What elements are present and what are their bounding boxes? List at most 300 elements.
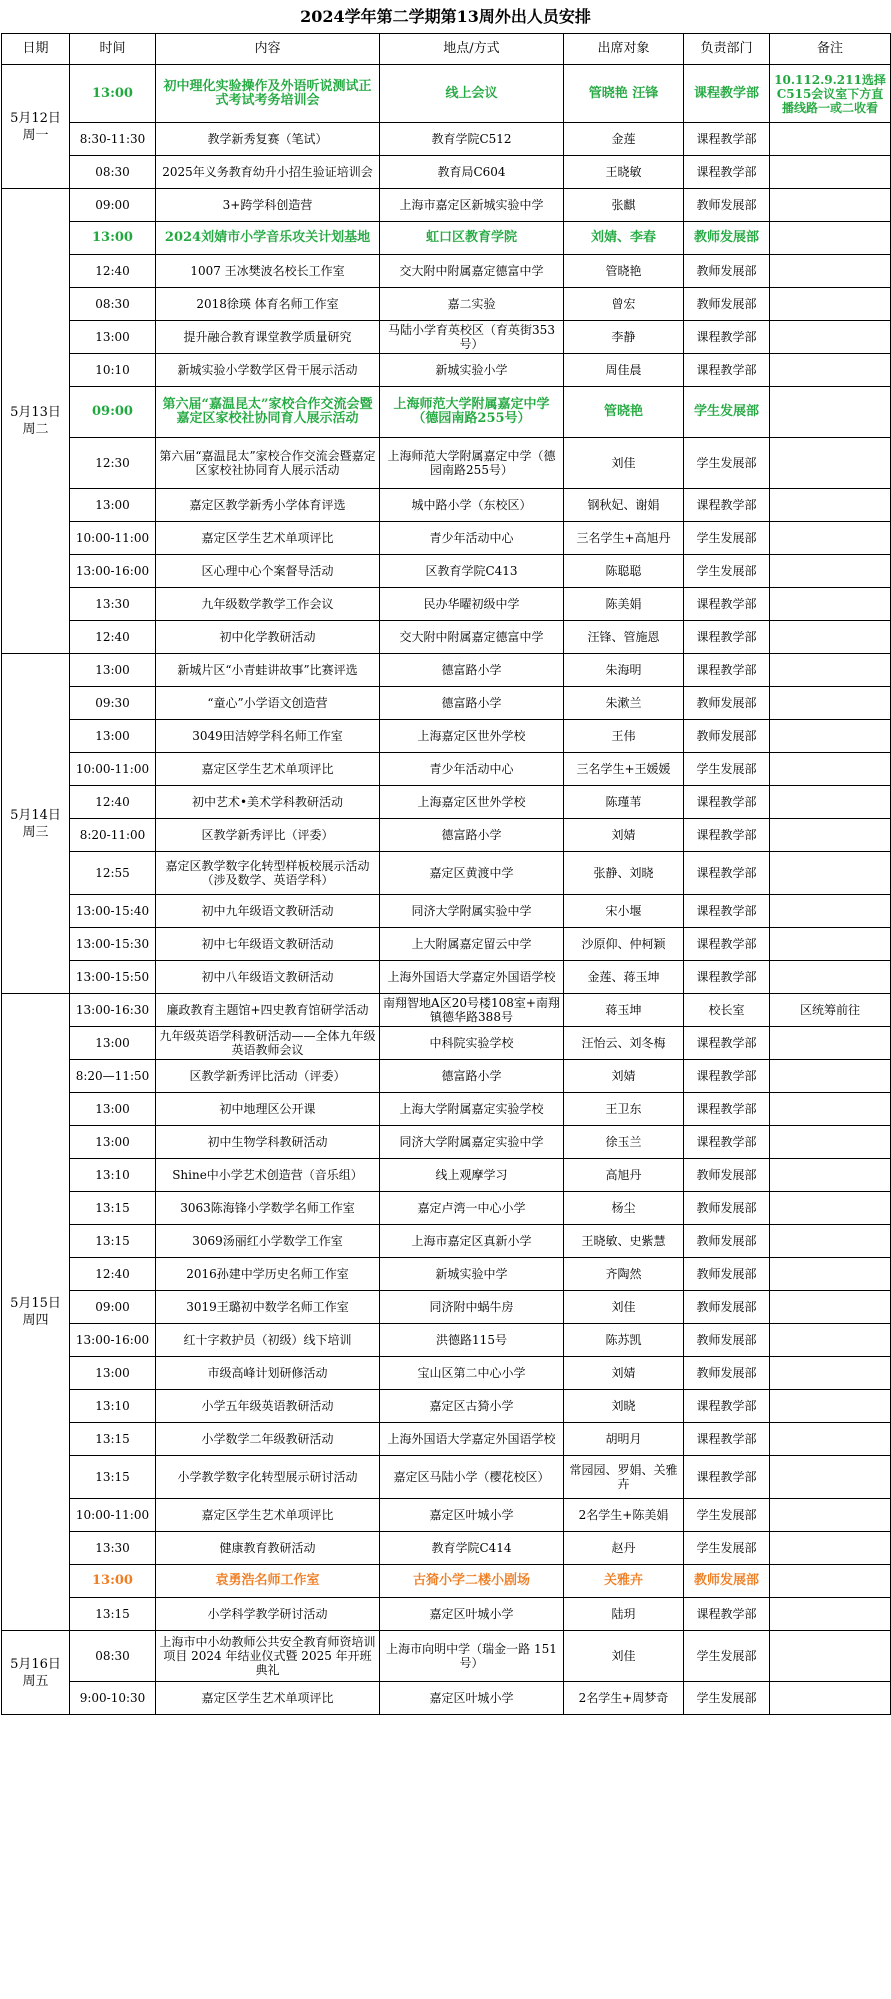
place-cell: 嘉定区叶城小学 [380,1682,564,1715]
place-cell: 中科院实验学校 [380,1027,564,1060]
table-row [2,1093,891,1126]
attendees-cell: 刘佳 [564,438,684,489]
note-cell [770,654,891,687]
time-cell: 12:40 [70,255,156,288]
attendees-cell: 曾宏 [564,288,684,321]
content-cell: 小学数学二年级教研活动 [156,1423,380,1456]
date-cell [2,1631,70,1715]
content-cell: 新城片区“小青蛙讲故事”比赛评选 [156,654,380,687]
note-cell [770,1423,891,1456]
note-cell [770,1027,891,1060]
table-row [2,1324,891,1357]
time-cell: 13:15 [70,1225,156,1258]
table-row [2,156,891,189]
table-row [2,123,891,156]
note-cell [770,1565,891,1598]
content-cell: 第六届“嘉温昆太”家校合作交流会暨嘉定区家校社协同育人展示活动 [156,387,380,438]
time-cell: 8:30-11:30 [70,123,156,156]
time-cell: 13:00-15:30 [70,928,156,961]
content-cell: 初中七年级语文教研活动 [156,928,380,961]
note-cell [770,288,891,321]
table-row [2,1499,891,1532]
dept-cell: 教师发展部 [684,1324,770,1357]
place-cell: 上海市嘉定区真新小学 [380,1225,564,1258]
content-cell: 初中九年级语文教研活动 [156,895,380,928]
table-row [2,1192,891,1225]
dept-cell: 课程教学部 [684,819,770,852]
attendees-cell: 陈苏凯 [564,1324,684,1357]
note-cell [770,687,891,720]
place-cell: 交大附中附属嘉定德富中学 [380,255,564,288]
note-cell [770,555,891,588]
dept-cell: 课程教学部 [684,1027,770,1060]
place-cell: 德富路小学 [380,654,564,687]
time-cell: 13:10 [70,1390,156,1423]
content-cell: 2016孙建中学历史名师工作室 [156,1258,380,1291]
dept-cell: 教师发展部 [684,1565,770,1598]
dept-cell: 课程教学部 [684,1390,770,1423]
place-cell: 民办华曜初级中学 [380,588,564,621]
dept-cell: 教师发展部 [684,1357,770,1390]
place-cell: 德富路小学 [380,819,564,852]
header-place: 地点/方式 [380,34,564,65]
place-cell: 青少年活动中心 [380,753,564,786]
attendees-cell: 刘佳 [564,1291,684,1324]
time-cell: 8:20-11:00 [70,819,156,852]
table-row [2,961,891,994]
content-cell: 2025年义务教育幼升小招生验证培训会 [156,156,380,189]
note-cell [770,1682,891,1715]
content-cell: 2024刘婧市小学音乐攻关计划基地 [156,222,380,255]
place-cell: 古猗小学二楼小剧场 [380,1565,564,1598]
note-cell [770,321,891,354]
table-row [2,438,891,489]
dept-cell: 学生发展部 [684,1631,770,1682]
attendees-cell: 徐玉兰 [564,1126,684,1159]
place-cell: 上海师范大学附属嘉定中学（德园南路255号） [380,387,564,438]
time-cell: 13:30 [70,1532,156,1565]
attendees-cell: 三名学生+王媛媛 [564,753,684,786]
note-cell [770,1456,891,1499]
attendees-cell: 金莲 [564,123,684,156]
note-cell [770,852,891,895]
dept-cell: 课程教学部 [684,961,770,994]
attendees-cell: 王卫东 [564,1093,684,1126]
attendees-cell: 齐陶然 [564,1258,684,1291]
content-cell: 嘉定区教学数字化转型样板校展示活动（涉及数学、英语学科） [156,852,380,895]
table-row [2,189,891,222]
dept-cell: 教师发展部 [684,720,770,753]
note-cell [770,156,891,189]
attendees-cell: 管晓艳 [564,387,684,438]
time-cell: 13:00 [70,65,156,123]
table-row [2,1126,891,1159]
time-cell: 12:40 [70,786,156,819]
place-cell: 洪德路115号 [380,1324,564,1357]
time-cell: 13:15 [70,1456,156,1499]
place-cell: 上大附属嘉定留云中学 [380,928,564,961]
schedule-table [1,33,891,1715]
content-cell: Shine中小学艺术创造营（音乐组） [156,1159,380,1192]
header-attendees: 出席对象 [564,34,684,65]
note-cell [770,928,891,961]
attendees-cell: 杨尘 [564,1192,684,1225]
dept-cell: 课程教学部 [684,354,770,387]
date-cell [2,654,70,994]
attendees-cell: 王晓敏、史紫慧 [564,1225,684,1258]
content-cell: 第六届“嘉温昆太”家校合作交流会暨嘉定区家校社协同育人展示活动 [156,438,380,489]
table-row [2,387,891,438]
note-cell [770,1499,891,1532]
attendees-cell: 关雅卉 [564,1565,684,1598]
table-row [2,1159,891,1192]
attendees-cell: 刘婧、李春 [564,222,684,255]
dept-cell: 课程教学部 [684,852,770,895]
note-cell [770,1357,891,1390]
dept-cell: 学生发展部 [684,1682,770,1715]
attendees-cell: 刘佳 [564,1631,684,1682]
content-cell: 3063陈海锋小学数学名师工作室 [156,1192,380,1225]
content-cell: 2018徐瑛 体育名师工作室 [156,288,380,321]
time-cell: 13:00-16:30 [70,994,156,1027]
table-row [2,852,891,895]
time-cell: 8:20—11:50 [70,1060,156,1093]
table-row [2,1291,891,1324]
time-cell: 13:30 [70,588,156,621]
time-cell: 13:00 [70,1093,156,1126]
dept-cell: 课程教学部 [684,1126,770,1159]
note-cell [770,522,891,555]
time-cell: 12:40 [70,621,156,654]
dept-cell: 课程教学部 [684,621,770,654]
header-dept: 负责部门 [684,34,770,65]
attendees-cell: 管晓艳 汪锋 [564,65,684,123]
attendees-cell: 2名学生+周梦奇 [564,1682,684,1715]
dept-cell: 学生发展部 [684,387,770,438]
attendees-cell: 刘婧 [564,1060,684,1093]
date-cell [2,189,70,654]
content-cell: 健康教育教研活动 [156,1532,380,1565]
place-cell: 教育局C604 [380,156,564,189]
time-cell: 10:10 [70,354,156,387]
table-row [2,1060,891,1093]
content-cell: 初中理化实验操作及外语听说测试正式考试考务培训会 [156,65,380,123]
content-cell: 九年级数学教学工作会议 [156,588,380,621]
place-cell: 教育学院C512 [380,123,564,156]
time-cell: 9:00-10:30 [70,1682,156,1715]
page-title: 2024学年第二学期第13周外出人员安排 [300,7,591,26]
content-cell: 小学教学数字化转型展示研讨活动 [156,1456,380,1499]
place-cell: 虹口区教育学院 [380,222,564,255]
header-time: 时间 [70,34,156,65]
dept-cell: 学生发展部 [684,1532,770,1565]
dept-cell: 教师发展部 [684,1291,770,1324]
attendees-cell: 金莲、蒋玉坤 [564,961,684,994]
table-row [2,489,891,522]
dept-cell: 课程教学部 [684,1423,770,1456]
attendees-cell: 陈美娟 [564,588,684,621]
dept-cell: 教师发展部 [684,255,770,288]
content-cell: 市级高峰计划研修活动 [156,1357,380,1390]
place-cell: 城中路小学（东校区） [380,489,564,522]
note-cell [770,1060,891,1093]
note-cell [770,588,891,621]
place-cell: 青少年活动中心 [380,522,564,555]
note-cell [770,438,891,489]
note-cell [770,1192,891,1225]
content-cell: 教学新秀复赛（笔试） [156,123,380,156]
time-cell: 13:15 [70,1598,156,1631]
attendees-cell: 王伟 [564,720,684,753]
note-cell [770,1532,891,1565]
note-cell [770,895,891,928]
dept-cell: 教师发展部 [684,1258,770,1291]
time-cell: 12:30 [70,438,156,489]
content-cell: 上海市中小幼教师公共安全教育师资培训项目 2024 年结业仪式暨 2025 年开班典礼 [156,1631,380,1682]
note-cell [770,1631,891,1682]
table-row [2,720,891,753]
place-cell: 线上会议 [380,65,564,123]
place-cell: 上海外国语大学嘉定外国语学校 [380,961,564,994]
content-cell: 嘉定区学生艺术单项评比 [156,1499,380,1532]
content-cell: 廉政教育主题馆+四史教育馆研学活动 [156,994,380,1027]
attendees-cell: 三名学生+高旭丹 [564,522,684,555]
place-cell: 嘉定卢湾一中心小学 [380,1192,564,1225]
dept-cell: 课程教学部 [684,123,770,156]
place-cell: 同济大学附属实验中学 [380,895,564,928]
dept-cell: 课程教学部 [684,654,770,687]
header-content: 内容 [156,34,380,65]
attendees-cell: 2名学生+陈美娟 [564,1499,684,1532]
place-cell: 同济附中蜗牛房 [380,1291,564,1324]
attendees-cell: 张麒 [564,189,684,222]
table-row [2,1357,891,1390]
content-cell: “童心”小学语文创造营 [156,687,380,720]
dept-cell: 教师发展部 [684,1159,770,1192]
date-label: 5月13日 [10,405,61,420]
content-cell: 1007 王冰樊波名校长工作室 [156,255,380,288]
content-cell: 袁勇浩名师工作室 [156,1565,380,1598]
dept-cell: 校长室 [684,994,770,1027]
place-cell: 线上观摩学习 [380,1159,564,1192]
note-cell [770,720,891,753]
dept-cell: 课程教学部 [684,489,770,522]
time-cell: 08:30 [70,288,156,321]
attendees-cell: 高旭丹 [564,1159,684,1192]
time-cell: 09:00 [70,1291,156,1324]
dept-cell: 教师发展部 [684,1225,770,1258]
dept-cell: 教师发展部 [684,222,770,255]
note-cell [770,189,891,222]
content-cell: 初中艺术•美术学科教研活动 [156,786,380,819]
attendees-cell: 陈瑾苇 [564,786,684,819]
content-cell: 嘉定区教学新秀小学体育评选 [156,489,380,522]
time-cell: 13:00 [70,1565,156,1598]
attendees-cell: 刘婧 [564,1357,684,1390]
attendees-cell: 张静、刘晓 [564,852,684,895]
attendees-cell: 陆玥 [564,1598,684,1631]
time-cell: 13:00 [70,720,156,753]
dept-cell: 课程教学部 [684,1060,770,1093]
note-cell [770,1390,891,1423]
dept-cell: 学生发展部 [684,522,770,555]
place-cell: 上海外国语大学嘉定外国语学校 [380,1423,564,1456]
place-cell: 嘉二实验 [380,288,564,321]
dept-cell: 学生发展部 [684,1499,770,1532]
dept-cell: 教师发展部 [684,1192,770,1225]
attendees-cell: 王晓敏 [564,156,684,189]
note-cell [770,1093,891,1126]
content-cell: 小学五年级英语教研活动 [156,1390,380,1423]
table-row [2,687,891,720]
date-label: 5月12日 [10,110,61,126]
place-cell: 教育学院C414 [380,1532,564,1565]
content-cell: 初中生物学科教研活动 [156,1126,380,1159]
place-cell: 马陆小学育英校区（育英街353号） [380,321,564,354]
place-cell: 南翔智地A区20号楼108室+南翔镇德华路388号 [380,994,564,1027]
attendees-cell: 周佳晨 [564,354,684,387]
note-cell [770,255,891,288]
note-cell [770,387,891,438]
note-cell [770,1159,891,1192]
note-cell [770,1258,891,1291]
date-cell [2,994,70,1631]
weekday-label: 周五 [22,1673,49,1689]
attendees-cell: 汪锋、管施恩 [564,621,684,654]
date-label: 5月16日 [10,1656,61,1672]
place-cell: 同济大学附属嘉定实验中学 [380,1126,564,1159]
attendees-cell: 汪怡云、刘冬梅 [564,1027,684,1060]
table-row [2,928,891,961]
time-cell: 12:55 [70,852,156,895]
attendees-cell: 朱漱兰 [564,687,684,720]
table-row [2,255,891,288]
content-cell: 九年级英语学科教研活动——全体九年级英语教师会议 [156,1027,380,1060]
place-cell: 德富路小学 [380,1060,564,1093]
place-cell: 上海大学附属嘉定实验学校 [380,1093,564,1126]
dept-cell: 课程教学部 [684,65,770,123]
table-row [2,654,891,687]
content-cell: 嘉定区学生艺术单项评比 [156,753,380,786]
content-cell: 新城实验小学数学区骨干展示活动 [156,354,380,387]
place-cell: 新城实验小学 [380,354,564,387]
time-cell: 09:30 [70,687,156,720]
dept-cell: 课程教学部 [684,928,770,961]
table-row [2,321,891,354]
content-cell: 3069汤丽红小学数学工作室 [156,1225,380,1258]
attendees-cell: 刘晓 [564,1390,684,1423]
time-cell: 10:00-11:00 [70,1499,156,1532]
table-row [2,1456,891,1499]
date-label: 5月15日 [10,1296,61,1311]
place-cell: 嘉定区黄渡中学 [380,852,564,895]
weekday-label: 周四 [22,1313,49,1328]
content-cell: 3049田洁婷学科名师工作室 [156,720,380,753]
content-cell: 初中地理区公开课 [156,1093,380,1126]
weekday-label: 周三 [22,824,49,840]
time-cell: 13:00-15:40 [70,895,156,928]
note-cell [770,123,891,156]
note-cell [770,961,891,994]
place-cell: 上海市嘉定区新城实验中学 [380,189,564,222]
dept-cell: 教师发展部 [684,189,770,222]
time-cell: 10:00-11:00 [70,522,156,555]
time-cell: 13:00 [70,654,156,687]
header-note: 备注 [770,34,891,65]
content-cell: 红十字救护员（初级）线下培训 [156,1324,380,1357]
attendees-cell: 蒋玉坤 [564,994,684,1027]
dept-cell: 课程教学部 [684,895,770,928]
attendees-cell: 李静 [564,321,684,354]
attendees-cell: 管晓艳 [564,255,684,288]
note-cell [770,753,891,786]
time-cell: 13:00 [70,1357,156,1390]
content-cell: 嘉定区学生艺术单项评比 [156,522,380,555]
table-row [2,1390,891,1423]
dept-cell: 学生发展部 [684,753,770,786]
time-cell: 08:30 [70,156,156,189]
content-cell: 初中八年级语文教研活动 [156,961,380,994]
place-cell: 德富路小学 [380,687,564,720]
table-row [2,621,891,654]
place-cell: 上海嘉定区世外学校 [380,786,564,819]
note-cell [770,354,891,387]
table-row [2,1532,891,1565]
attendees-cell: 刘婧 [564,819,684,852]
attendees-cell: 赵丹 [564,1532,684,1565]
table-row [2,819,891,852]
dept-cell: 课程教学部 [684,321,770,354]
place-cell: 嘉定区古猗小学 [380,1390,564,1423]
note-cell [770,1324,891,1357]
time-cell: 13:00 [70,222,156,255]
dept-cell: 课程教学部 [684,1598,770,1631]
dept-cell: 课程教学部 [684,1456,770,1499]
place-cell: 嘉定区马陆小学（樱花校区） [380,1456,564,1499]
table-row [2,1423,891,1456]
time-cell: 10:00-11:00 [70,753,156,786]
time-cell: 12:40 [70,1258,156,1291]
table-row [2,288,891,321]
content-cell: 小学科学教学研讨活动 [156,1598,380,1631]
date-label: 5月14日 [10,807,61,823]
dept-cell: 学生发展部 [684,555,770,588]
table-row [2,895,891,928]
time-cell: 13:00 [70,1027,156,1060]
table-row [2,588,891,621]
weekday-label: 周一 [22,127,49,143]
table-row [2,1225,891,1258]
table-row [2,1682,891,1715]
place-cell: 嘉定区叶城小学 [380,1499,564,1532]
content-cell: 3+跨学科创造营 [156,189,380,222]
time-cell: 09:00 [70,387,156,438]
note-cell [770,489,891,522]
time-cell: 13:10 [70,1159,156,1192]
time-cell: 13:15 [70,1192,156,1225]
place-cell: 上海市向明中学（瑞金一路 151 号） [380,1631,564,1682]
content-cell: 区心理中心个案督导活动 [156,555,380,588]
attendees-cell: 沙原仰、仲柯颖 [564,928,684,961]
time-cell: 13:00 [70,321,156,354]
attendees-cell: 陈聪聪 [564,555,684,588]
attendees-cell: 常园园、罗娟、关雅卉 [564,1456,684,1499]
place-cell: 上海嘉定区世外学校 [380,720,564,753]
dept-cell: 课程教学部 [684,1093,770,1126]
table-header-row [2,34,891,65]
content-cell: 区教学新秀评比（评委） [156,819,380,852]
note-cell [770,819,891,852]
